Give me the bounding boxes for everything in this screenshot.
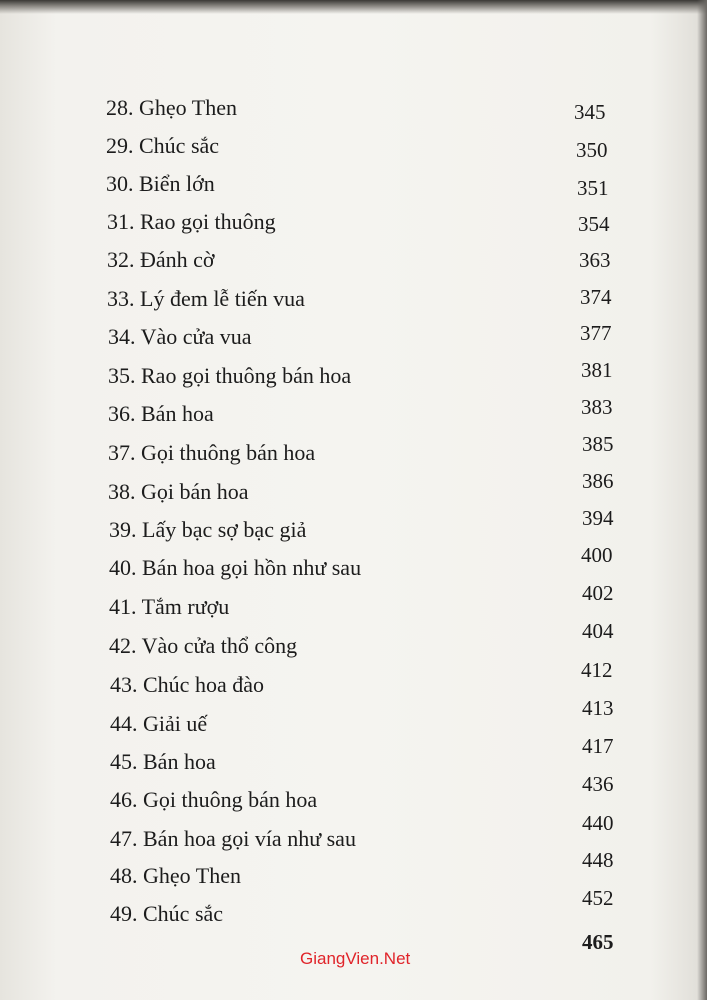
toc-entry-title: 36. Bán hoa [108, 401, 214, 426]
toc-entry [0, 323, 707, 360]
toc-entry [0, 246, 707, 283]
toc-entry-title: 35. Rao gọi thuông bán hoa [108, 363, 352, 388]
toc-entry-title: 29. Chúc sắc [106, 133, 220, 158]
toc-entry-page: 381 [581, 358, 613, 382]
toc-entry-title: 45. Bán hoa [110, 749, 216, 774]
toc-entry-title: 48. Ghẹo Then [110, 863, 241, 888]
toc-entry-title: 41. Tắm rượu [109, 594, 230, 619]
toc-entry [0, 285, 707, 322]
toc-entry-page: 452 [582, 886, 614, 910]
toc-entry-page: 413 [582, 696, 614, 720]
toc-entry-page: 354 [578, 212, 610, 236]
toc-entry-page: 402 [582, 581, 614, 605]
toc-entry-page: 404 [582, 619, 614, 643]
toc-entry-title: 43. Chúc hoa đào [110, 672, 264, 697]
toc-entry-page: 417 [582, 734, 614, 758]
toc-entry-title: 38. Gọi bán hoa [108, 479, 249, 504]
toc-entry-page: 412 [581, 658, 613, 682]
toc-trailing-page: 465 [582, 930, 614, 954]
toc-entry-title: 46. Gọi thuông bán hoa [110, 787, 318, 812]
toc-entry [0, 170, 707, 207]
toc-entry [0, 208, 707, 245]
toc-entry [0, 94, 707, 131]
toc-entry-page: 345 [574, 100, 606, 124]
toc-entry-title: 40. Bán hoa gọi hồn như sau [109, 555, 362, 580]
toc-entry-title: 33. Lý đem lễ tiến vua [107, 286, 305, 311]
toc-entry-title: 42. Vào cửa thổ công [109, 633, 298, 658]
toc-entry-title: 32. Đánh cờ [107, 247, 215, 272]
toc-entry-page: 385 [582, 432, 614, 456]
toc-entry-page: 386 [582, 469, 614, 493]
toc-entry-page: 436 [582, 772, 614, 796]
toc-entry-page: 440 [582, 811, 614, 835]
toc-entry [0, 132, 707, 169]
toc-entry-title: 30. Biển lớn [106, 171, 215, 196]
toc-entry-page: 383 [581, 395, 613, 419]
watermark: GiangVien.Net [300, 949, 411, 968]
toc-entry-title: 44. Giải uế [110, 711, 208, 736]
toc-entry-page: 363 [579, 248, 611, 272]
toc-entry-page: 377 [580, 321, 612, 345]
toc-entry-page: 448 [582, 848, 614, 872]
toc-entry-page: 374 [580, 285, 612, 309]
toc-entry-title: 39. Lấy bạc sợ bạc giả [109, 517, 307, 542]
toc-entry-title: 37. Gọi thuông bán hoa [108, 440, 316, 465]
toc-entry-title: 34. Vào cửa vua [108, 324, 252, 349]
toc-entry-page: 350 [576, 138, 608, 162]
toc-entry-title: 28. Ghẹo Then [106, 95, 237, 120]
toc-entry-title: 31. Rao gọi thuông [107, 209, 276, 234]
toc-entry-page: 394 [582, 506, 614, 530]
toc-entry-page: 351 [577, 176, 609, 200]
toc-entry-title: 47. Bán hoa gọi vía như sau [110, 826, 356, 851]
toc-entry-page: 400 [581, 543, 613, 567]
toc-entry-title: 49. Chúc sắc [110, 901, 224, 926]
